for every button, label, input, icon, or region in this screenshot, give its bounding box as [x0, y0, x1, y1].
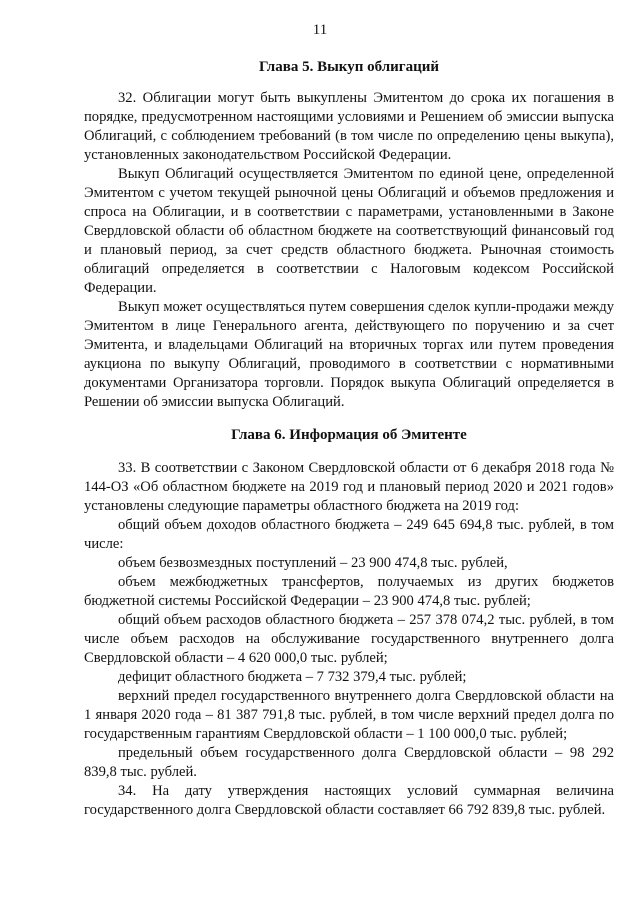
page-number: 11 [312, 22, 328, 38]
paragraph-33: 33. В соответствии с Законом Свердловской области от 6 декабря 2018 года № 144-ОЗ «Об областном бюджете на 2019 год и плановый период 2020 и 2021 годов» установлены следующие параметры областного бюджета на 2019 год: [84, 460, 614, 514]
paragraph-gratuitous-receipts: объем безвозмездных поступлений – 23 900 474,8 тыс. рублей, [118, 555, 508, 571]
paragraph-buyback-method: Выкуп может осуществляться путем совершения сделок купли-продажи между Эмитентом в лице Генерального агента, действующего по поручению и за счет Эмитента, и владельцами Облигаций на вторичных торгах или путем проведения аукциона по выкупу Облигаций, проводимого в соответствии с нормативными документами Организатора торговли. Порядок выкупа Облигаций определяется в Решении об эмиссии выпуска Облигаций. [84, 299, 614, 410]
paragraph-debt-max-volume: предельный объем государственного долга Свердловской области – 98 292 839,8 тыс. рублей. [84, 745, 614, 780]
chapter-6-title: Глава 6. Информация об Эмитенте [231, 427, 467, 443]
paragraph-expenditure: общий объем расходов областного бюджета – 257 378 074,2 тыс. рублей, в том числе объем расходов на обслуживание государственного внутреннего долга Свердловской области – 4 620 000,0 тыс. рублей; [84, 612, 614, 666]
document-body [84, 58, 614, 820]
chapter-5-title: Глава 5. Выкуп облигаций [258, 59, 440, 75]
paragraph-buyback-price: Выкуп Облигаций осуществляется Эмитентом по единой цене, определенной Эмитентом с учетом текущей рыночной цены Облигаций и объемов предложения и спроса на Облигации, и в соответствии с параметрами, установленными в Законе Свердловской области об областном бюджете на соответствующий финансовый год и плановый период, за счет средств областного бюджета. Рыночная стоимость облигаций определяется в соответствии с Налоговым кодексом Российской Федерации. [84, 166, 614, 296]
paragraph-34: 34. На дату утверждения настоящих условий суммарная величина государственного долга Свердловской области составляет 66 792 839,8 тыс. рублей. [84, 783, 614, 818]
paragraph-revenue: общий объем доходов областного бюджета – 249 645 694,8 тыс. рублей, в том числе: [84, 517, 614, 552]
paragraph-debt-upper-limit: верхний предел государственного внутреннего долга Свердловской области на 1 января 2020 года – 81 387 791,8 тыс. рублей, в том числе верхний предел долга по государственным гарантиям Свердловской области – 1 100 000,0 тыс. рублей; [84, 688, 614, 742]
paragraph-transfers: объем межбюджетных трансфертов, получаемых из других бюджетов бюджетной системы Российской Федерации – 23 900 474,8 тыс. рублей; [84, 574, 614, 609]
paragraph-deficit: дефицит областного бюджета – 7 732 379,4 тыс. рублей; [118, 669, 467, 685]
paragraph-32: 32. Облигации могут быть выкуплены Эмитентом до срока их погашения в порядке, предусмотренном настоящими условиями и Решением об эмиссии выпуска Облигаций, с соблюдением требований (в том числе по определению цены выкупа), установленных законодательством Российской Федерации. [84, 90, 614, 163]
